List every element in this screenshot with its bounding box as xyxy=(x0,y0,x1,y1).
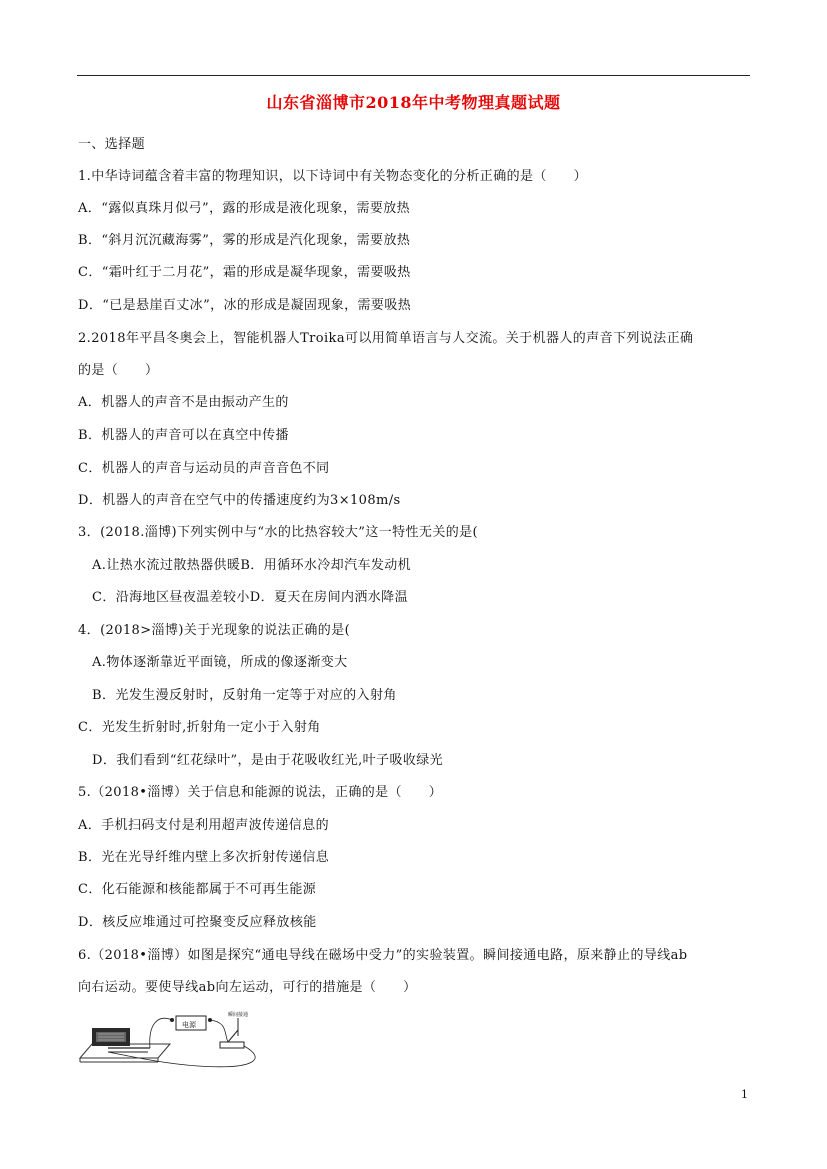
question-5: 5.（2018•淄博）关于信息和能源的说法，正确的是（ ） xyxy=(78,785,443,800)
question-6-cont: 向右运动。要使导线ab向左运动，可行的措施是（ ） xyxy=(78,980,417,995)
option-1b: B．“斜月沉沉藏海雾”，雾的形成是汽化现象，需要放热 xyxy=(78,233,411,248)
question-2-cont: 的是（ ） xyxy=(78,363,159,378)
power-label: 电源 xyxy=(182,1021,196,1029)
header-rule xyxy=(77,75,750,76)
option-2c: C．机器人的声音与运动员的声音音色不同 xyxy=(78,461,330,476)
option-4c: C．光发生折射时,折射角一定小于入射角 xyxy=(78,720,321,735)
option-5b: B．光在光导纤维内壁上多次折射传递信息 xyxy=(78,850,330,865)
page-title: 山东省淄博市2018年中考物理真题试题 xyxy=(266,93,561,112)
base-board xyxy=(80,1044,170,1058)
question-6: 6.（2018•淄博）如图是探究“通电导线在磁场中受力”的实验装置。瞬间接通电路，原来静止的导线ab xyxy=(78,948,688,963)
question-2: 2.2018年平昌冬奥会上，智能机器人Troika可以用简单语言与人交流。关于机器人的声音下列说法正确 xyxy=(78,331,694,346)
option-2d: D．机器人的声音在空气中的传播速度约为3×108m/s xyxy=(78,493,401,508)
question-3: 3．(2018.淄博)下列实例中与“水的比热容较大”这一特性无关的是( xyxy=(78,525,478,540)
experiment-figure xyxy=(78,1008,268,1070)
option-4a: A.物体逐渐靠近平面镜，所成的像逐渐变大 xyxy=(92,655,348,670)
option-1a: A．“露似真珠月似弓”，露的形成是液化现象，需要放热 xyxy=(78,201,411,216)
option-1c: C．“霜叶红于二月花”，霜的形成是凝华现象，需要吸热 xyxy=(78,265,411,280)
switch xyxy=(220,1042,244,1048)
page-number: 1 xyxy=(741,1088,748,1101)
option-2a: A．机器人的声音不是由振动产生的 xyxy=(78,395,289,410)
option-4b: B．光发生漫反射时，反射角一定等于对应的入射角 xyxy=(92,688,397,703)
option-5c: C．化石能源和核能都属于不可再生能源 xyxy=(78,882,317,897)
option-1d: D．“已是悬崖百丈冰”，冰的形成是凝固现象，需要吸热 xyxy=(78,298,412,313)
option-3cd: C．沿海地区昼夜温差较小D．夏天在房间内洒水降温 xyxy=(92,590,408,605)
section-heading: 一、选择题 xyxy=(78,137,146,152)
option-5d: D．核反应堆通过可控聚变反应释放核能 xyxy=(78,915,317,930)
option-4d: D．我们看到“红花绿叶”，是由于花吸收红光,叶子吸收绿光 xyxy=(92,753,444,768)
option-5a: A．手机扫码支付是利用超声波传递信息的 xyxy=(78,818,329,833)
switch-label: 瞬间接通 xyxy=(228,1012,249,1018)
option-2b: B．机器人的声音可以在真空中传播 xyxy=(78,428,289,443)
option-3ab: A.让热水流过散热器供暖B．用循环水冷却汽车发动机 xyxy=(92,558,412,573)
question-4: 4．(2018>淄博)关于光现象的说法正确的是( xyxy=(78,623,351,638)
question-1: 1.中华诗词蕴含着丰富的物理知识，以下诗词中有关物态变化的分析正确的是（ ） xyxy=(78,169,588,184)
